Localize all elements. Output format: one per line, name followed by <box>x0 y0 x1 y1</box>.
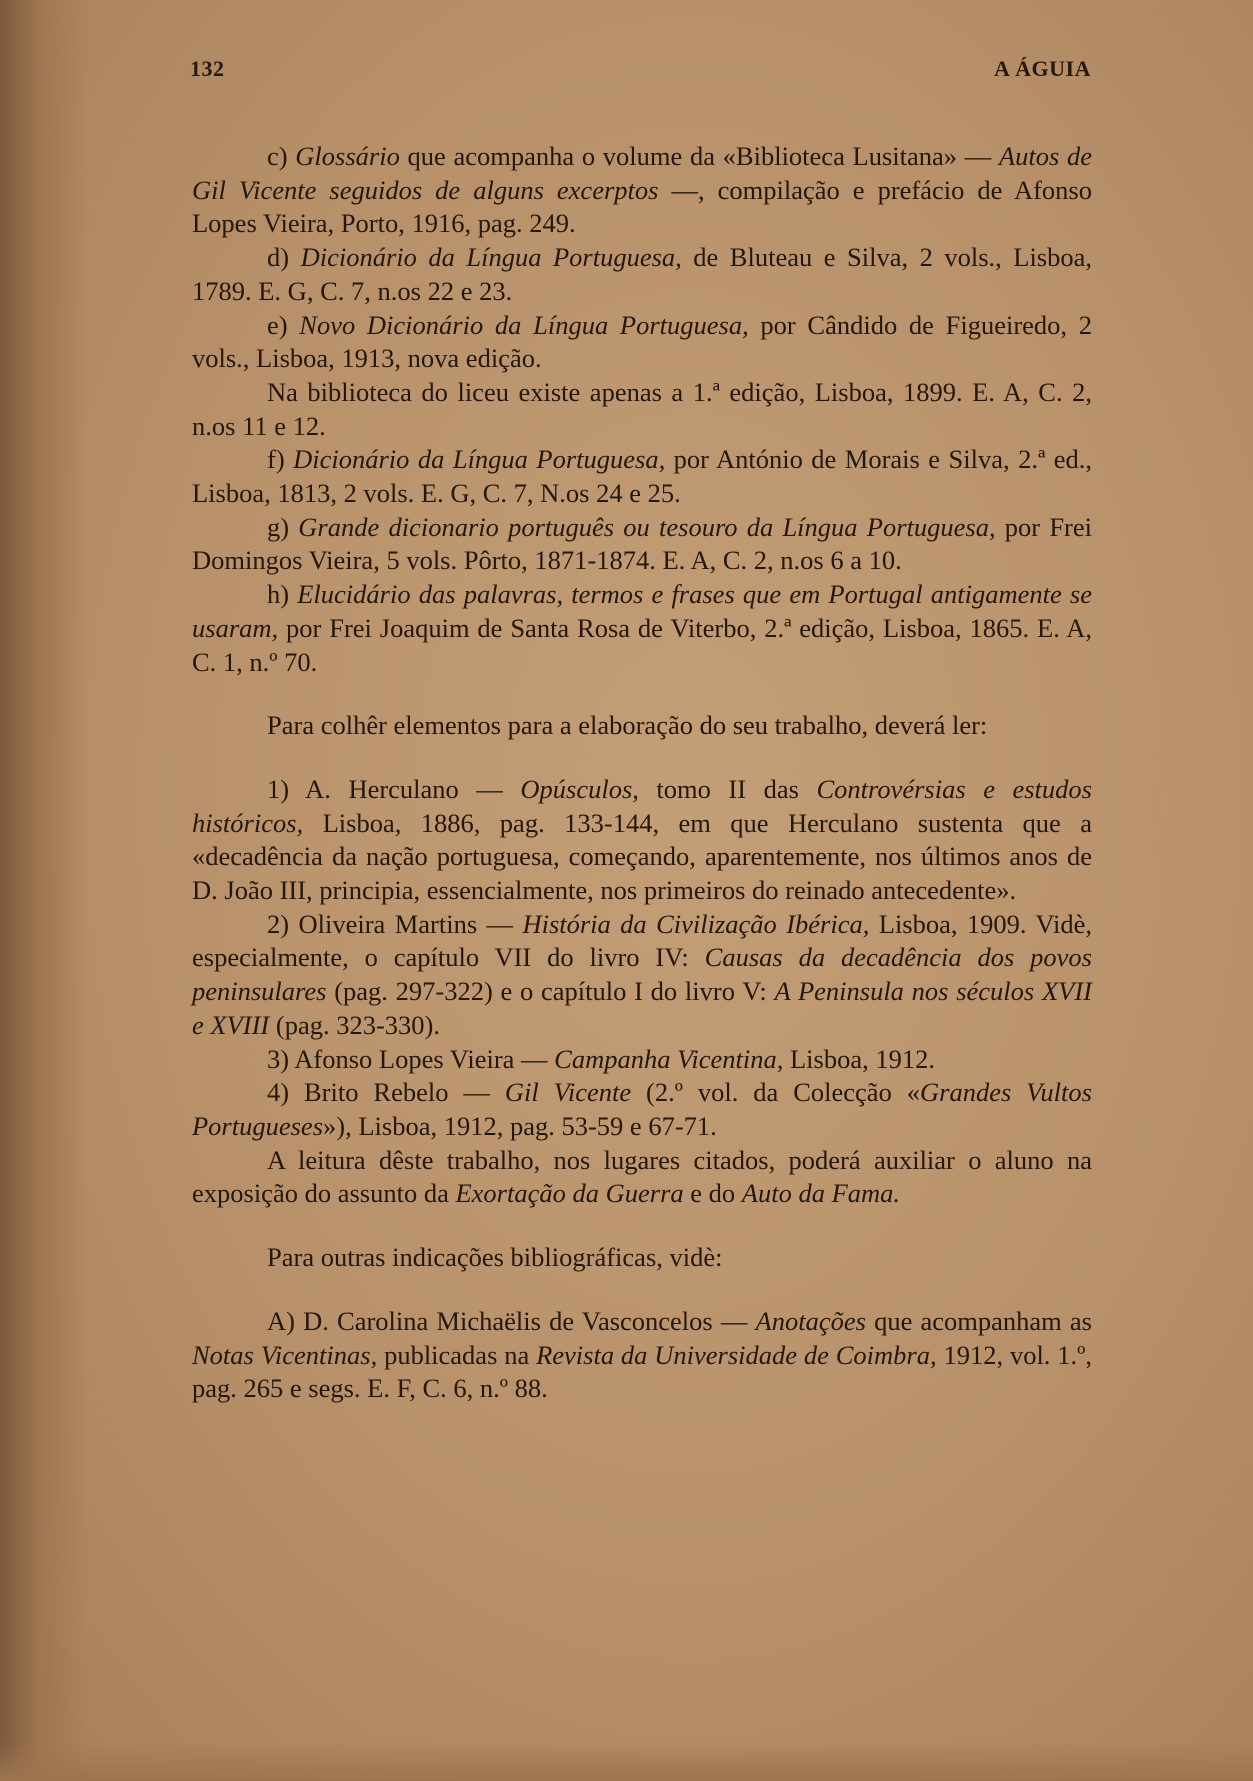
italic-run: Autos de Gil Vicente seguidos de alguns excerptos <box>192 141 1092 205</box>
italic-run: Novo Dicionário da Língua Portuguesa, <box>299 309 749 340</box>
paragraph-reading-1: 1) A. Herculano — Opúsculos, tomo II das Controvérsias e estudos históricos, Lisboa, 1886, pag. 133-144, em que Herculano sustenta que a «decadência da nação portuguesa, começando, aparentemente, nos últimos anos de D. João III, principia, essencialmente, nos primeiros do reinado antecedente». <box>192 773 1092 906</box>
paragraph-item-c: c) Glossário que acompanha o volume da «Biblioteca Lusitana» — Autos de Gil Vicente seguidos de alguns excerptos —, compilação e prefácio de Afonso Lopes Vieira, Porto, 1916, pag. 249. <box>192 141 1092 239</box>
paragraph-reading-intro: Para colhêr elementos para a elaboração do seu trabalho, deverá ler: <box>267 710 988 741</box>
italic-run: História da Civilização Ibérica, <box>522 908 870 939</box>
italic-run: A Peninsula nos séculos XVII e XVIII <box>192 976 1092 1040</box>
italic-run: Grandes Vultos Portugueses <box>192 1077 1092 1141</box>
paragraph-reading-note: A leitura dêste trabalho, nos lugares citados, poderá auxiliar o aluno na exposição do assunto da Exortação da Guerra e do Auto da Fama. <box>192 1144 1092 1209</box>
italic-run: Anotações <box>755 1305 866 1336</box>
italic-run: Exortação da Guerra <box>455 1178 684 1209</box>
paragraph-reading-2: 2) Oliveira Martins — História da Civilização Ibérica, Lisboa, 1909. Vidè, especialmente, o capítulo VII do livro IV: Causas da decadência dos povos peninsulares (pag. 297-322) e o capítulo I do livro V: A Peninsula nos séculos XVII e XVIII (pag. 323-330). <box>192 908 1092 1040</box>
body-text <box>192 140 1092 1406</box>
page-number: 132 <box>190 56 225 81</box>
italic-run: Notas Vicentinas, <box>192 1339 378 1370</box>
paragraph-library-note: Na biblioteca do liceu existe apenas a 1.ª edição, Lisboa, 1899. E. A, C. 2, n.os 11 e 12. <box>192 376 1092 441</box>
italic-run: Grande dicionario português ou tesouro da Língua Portuguesa, <box>298 511 996 542</box>
italic-run: Auto da Fama. <box>741 1178 901 1209</box>
italic-run: Dicionário da Língua Portuguesa, <box>293 444 666 475</box>
paragraph-item-e: e) Novo Dicionário da Língua Portuguesa, por Cândido de Figueiredo, 2 vols., Lisboa, 1913, nova edição. <box>192 309 1092 374</box>
italic-run: Controvérsias e estudos históricos, <box>192 773 1092 838</box>
italic-run: Opúsculos, <box>520 773 639 804</box>
paragraph-other-intro: Para outras indicações bibliográficas, vidè: <box>267 1242 723 1273</box>
paragraph-item-f: f) Dicionário da Língua Portuguesa, por António de Morais e Silva, 2.ª ed., Lisboa, 1813, 2 vols. E. G, C. 7, N.os 24 e 25. <box>192 444 1092 509</box>
paragraph-other-a: A) D. Carolina Michaëlis de Vasconcelos — Anotações que acompanham as Notas Vicentinas, publicadas na Revista da Universidade de Coimbra, 1912, vol. 1.º, pag. 265 e segs. E. F, C. 6, n.º 88. <box>192 1305 1092 1404</box>
italic-run: Causas da decadência dos povos peninsulares <box>192 942 1092 1007</box>
paragraph-item-g: g) Grande dicionario português ou tesouro da Língua Portuguesa, por Frei Domingos Vieira, 5 vols. Pôrto, 1871-1874. E. A, C. 2, n.os 6 a 10. <box>192 511 1093 576</box>
paragraph-reading-3: 3) Afonso Lopes Vieira — Campanha Vicentina, Lisboa, 1912. <box>267 1043 935 1074</box>
italic-run: Revista da Universidade de Coimbra, <box>536 1339 937 1370</box>
paragraph-item-h: h) Elucidário das palavras, termos e frases que em Portugal antigamente se usaram, por Frei Joaquim de Santa Rosa de Viterbo, 2.ª edição, Lisboa, 1865. E. A, C. 1, n.º 70. <box>192 579 1092 677</box>
page-header <box>190 56 1091 86</box>
paragraph-item-d: d) Dicionário da Língua Portuguesa, de Bluteau e Silva, 2 vols., Lisboa, 1789. E. G, C. 7, n.os 22 e 23. <box>192 242 1093 306</box>
italic-run: Elucidário das palavras, termos e frases que em Portugal antigamente se usaram, <box>192 579 1092 643</box>
italic-run: Campanha Vicentina, <box>554 1043 784 1074</box>
italic-run: Glossário <box>295 141 400 171</box>
paragraph-reading-4: 4) Brito Rebelo — Gil Vicente (2.º vol. da Colecção «Grandes Vultos Portugueses»), Lisboa, 1912, pag. 53-59 e 67-71. <box>192 1077 1092 1141</box>
italic-run: Dicionário da Língua Portuguesa, <box>300 242 682 273</box>
italic-run: Gil Vicente <box>504 1077 632 1108</box>
running-title: A ÁGUIA <box>993 56 1091 81</box>
